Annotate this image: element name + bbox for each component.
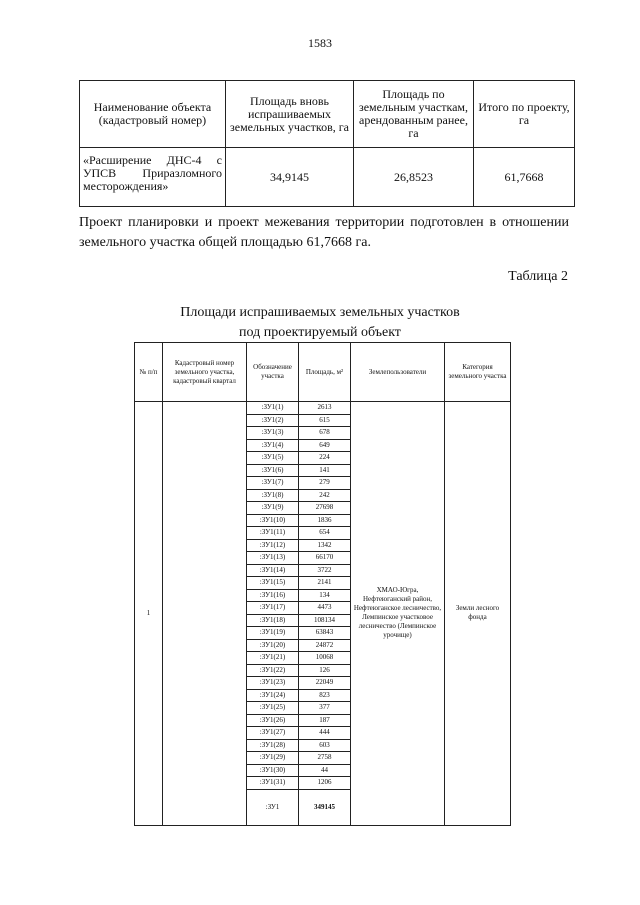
plot-designation: :ЗУ1(10)	[247, 514, 299, 527]
plot-area: 4473	[299, 602, 351, 615]
plot-designation: :ЗУ1(6)	[247, 464, 299, 477]
plot-designation: :ЗУ1(14)	[247, 564, 299, 577]
plot-designation: :ЗУ1(28)	[247, 739, 299, 752]
plot-area: 134	[299, 589, 351, 602]
plot-designation: :ЗУ1(18)	[247, 614, 299, 627]
plot-area: 603	[299, 739, 351, 752]
plot-designation: :ЗУ1(12)	[247, 539, 299, 552]
plot-designation: :ЗУ1(15)	[247, 577, 299, 590]
plot-designation: :ЗУ1(19)	[247, 627, 299, 640]
plot-area: 649	[299, 439, 351, 452]
plot-area: 22049	[299, 677, 351, 690]
total-value: 61,7668	[474, 148, 575, 207]
header-designation: Обозначение участка	[247, 343, 299, 402]
plot-designation: :ЗУ1(3)	[247, 427, 299, 440]
plot-designation: :ЗУ1(27)	[247, 727, 299, 740]
plot-designation: :ЗУ1(16)	[247, 589, 299, 602]
land-category: Земли лесного фонда	[445, 402, 511, 826]
plot-area: 444	[299, 727, 351, 740]
plot-area: 3722	[299, 564, 351, 577]
plot-area: 2613	[299, 402, 351, 415]
plot-designation: :ЗУ1(9)	[247, 502, 299, 515]
header-object: Наименование объекта (кадастровый номер)	[80, 81, 226, 148]
plot-designation: :ЗУ1(31)	[247, 777, 299, 790]
header-category: Категория земельного участка	[445, 343, 511, 402]
table-label: Таблица 2	[508, 269, 568, 284]
header-area: Площадь, м²	[299, 343, 351, 402]
plot-area: 126	[299, 664, 351, 677]
plot-area: 63843	[299, 627, 351, 640]
plot-area: 2141	[299, 577, 351, 590]
plot-area: 654	[299, 527, 351, 540]
table2-title-line1: Площади испрашиваемых земельных участков	[180, 305, 460, 320]
plot-designation: :ЗУ1(4)	[247, 439, 299, 452]
plot-designation: :ЗУ1(29)	[247, 752, 299, 765]
plot-area: 823	[299, 689, 351, 702]
plot-designation: :ЗУ1(26)	[247, 714, 299, 727]
plot-area: 187	[299, 714, 351, 727]
body-paragraph: Проект планировки и проект межевания территории подготовлен в отношении земельного участка общей площадью 61,7668 га.	[79, 215, 569, 250]
land-user: ХМАО-Югра, Нефтеюганский район, Нефтеюганское лесничество, Лемпинское участковое лесничество (Лемпинское урочище)	[351, 402, 445, 826]
plot-area: 1206	[299, 777, 351, 790]
total-designation: :ЗУ1	[247, 789, 299, 825]
plot-designation: :ЗУ1(5)	[247, 452, 299, 465]
plot-area: 1836	[299, 514, 351, 527]
header-user: Землепользователи	[351, 343, 445, 402]
plot-designation: :ЗУ1(20)	[247, 639, 299, 652]
plot-designation: :ЗУ1(25)	[247, 702, 299, 715]
summary-row	[80, 148, 575, 207]
plot-area: 279	[299, 477, 351, 490]
object-name: «Расширение ДНС-4 с УПСВ Приразломного месторождения»	[80, 148, 226, 207]
plot-area: 1342	[299, 539, 351, 552]
plot-area: 10068	[299, 652, 351, 665]
plot-designation: :ЗУ1(8)	[247, 489, 299, 502]
plot-designation: :ЗУ1(13)	[247, 552, 299, 565]
plot-designation: :ЗУ1(7)	[247, 477, 299, 490]
plot-area: 242	[299, 489, 351, 502]
leased-area-value: 26,8523	[354, 148, 474, 207]
plot-designation: :ЗУ1(17)	[247, 602, 299, 615]
table-row	[135, 402, 511, 415]
header-leased-area: Площадь по земельным участкам, арендованным ранее, га	[354, 81, 474, 148]
plot-area: 2758	[299, 752, 351, 765]
row-number: 1	[135, 402, 163, 826]
plot-area: 44	[299, 764, 351, 777]
plot-designation: :ЗУ1(24)	[247, 689, 299, 702]
new-area-value: 34,9145	[226, 148, 354, 207]
plot-area: 224	[299, 452, 351, 465]
plot-designation: :ЗУ1(23)	[247, 677, 299, 690]
header-cadastral: Кадастровый номер земельного участка, кадастровый квартал	[163, 343, 247, 402]
plot-area: 66170	[299, 552, 351, 565]
plot-area: 108134	[299, 614, 351, 627]
plot-area: 377	[299, 702, 351, 715]
plot-area: 27698	[299, 502, 351, 515]
plots-table	[134, 342, 511, 826]
plot-designation: :ЗУ1(11)	[247, 527, 299, 540]
plot-area: 24872	[299, 639, 351, 652]
plot-area: 141	[299, 464, 351, 477]
plot-area: 615	[299, 414, 351, 427]
header-num: № п/п	[135, 343, 163, 402]
plot-area: 678	[299, 427, 351, 440]
total-area: 349145	[299, 789, 351, 825]
summary-table	[79, 80, 575, 207]
cadastral-cell	[163, 402, 247, 826]
table2-title-line2: под проектируемый объект	[239, 325, 401, 340]
plot-designation: :ЗУ1(22)	[247, 664, 299, 677]
plot-designation: :ЗУ1(2)	[247, 414, 299, 427]
header-total: Итого по проекту, га	[474, 81, 575, 148]
plot-designation: :ЗУ1(21)	[247, 652, 299, 665]
plot-designation: :ЗУ1(1)	[247, 402, 299, 415]
plot-designation: :ЗУ1(30)	[247, 764, 299, 777]
page-number: 1583	[308, 36, 332, 50]
table2-title	[0, 303, 640, 343]
header-new-area: Площадь вновь испрашиваемых земельных участков, га	[226, 81, 354, 148]
